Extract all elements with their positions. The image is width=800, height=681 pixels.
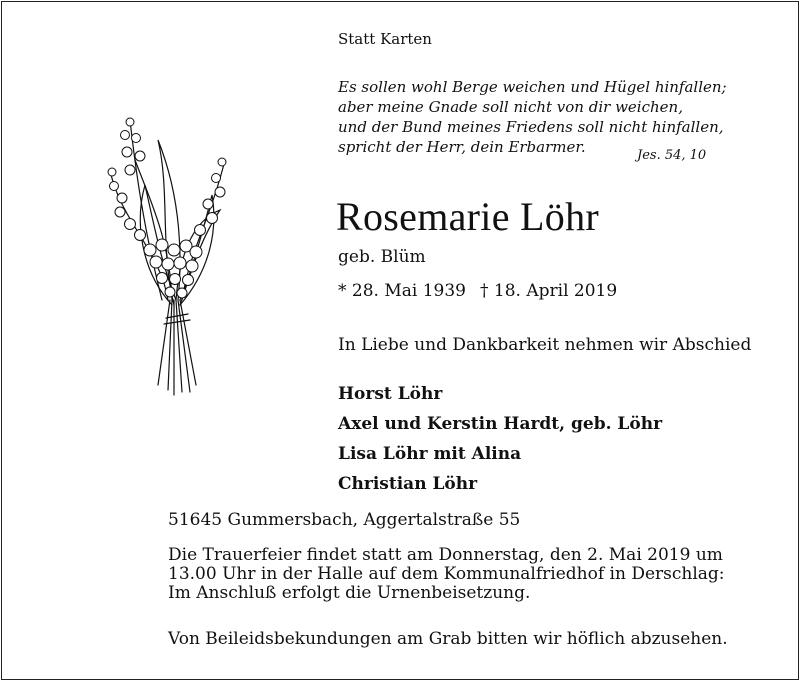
address: 51645 Gummersbach, Aggertalstraße 55 xyxy=(168,510,521,530)
bible-verse xyxy=(338,77,727,157)
service-info xyxy=(168,546,725,603)
verse-line: Es sollen wohl Berge weichen und Hügel hinfallen; xyxy=(338,78,727,96)
service-line: Im Anschluß erfolgt die Urnenbeisetzung. xyxy=(168,583,531,603)
verse-line: aber meine Gnade soll nicht von dir weichen, xyxy=(338,98,683,116)
mourner-name: Horst Löhr xyxy=(338,384,443,404)
verse-line: spricht der Herr, dein Erbarmer. xyxy=(338,138,586,156)
birth-date: * 28. Mai 1939 xyxy=(338,281,466,301)
mourner-name: Axel und Kerstin Hardt, geb. Löhr xyxy=(338,414,663,434)
mourners-list xyxy=(338,379,662,499)
header-text: Statt Karten xyxy=(338,30,432,48)
verse-line: und der Bund meines Friedens soll nicht hinfallen, xyxy=(338,118,724,136)
lily-of-the-valley-bouquet-icon xyxy=(100,100,230,400)
farewell-text: In Liebe und Dankbarkeit nehmen wir Abschied xyxy=(338,335,752,355)
service-line: Die Trauerfeier findet statt am Donnerstag, den 2. Mai 2019 um xyxy=(168,545,723,565)
verse-reference: Jes. 54, 10 xyxy=(637,148,707,163)
life-dates xyxy=(338,281,617,301)
closing-text: Von Beileidsbekundungen am Grab bitten wir höflich abzusehen. xyxy=(168,629,728,649)
maiden-name: geb. Blüm xyxy=(338,247,426,267)
death-date: † 18. April 2019 xyxy=(480,281,618,301)
deceased-name: Rosemarie Löhr xyxy=(336,194,600,239)
mourner-name: Lisa Löhr mit Alina xyxy=(338,444,522,464)
service-line: 13.00 Uhr in der Halle auf dem Kommunalfriedhof in Derschlag: xyxy=(168,564,725,584)
mourner-name: Christian Löhr xyxy=(338,474,478,494)
